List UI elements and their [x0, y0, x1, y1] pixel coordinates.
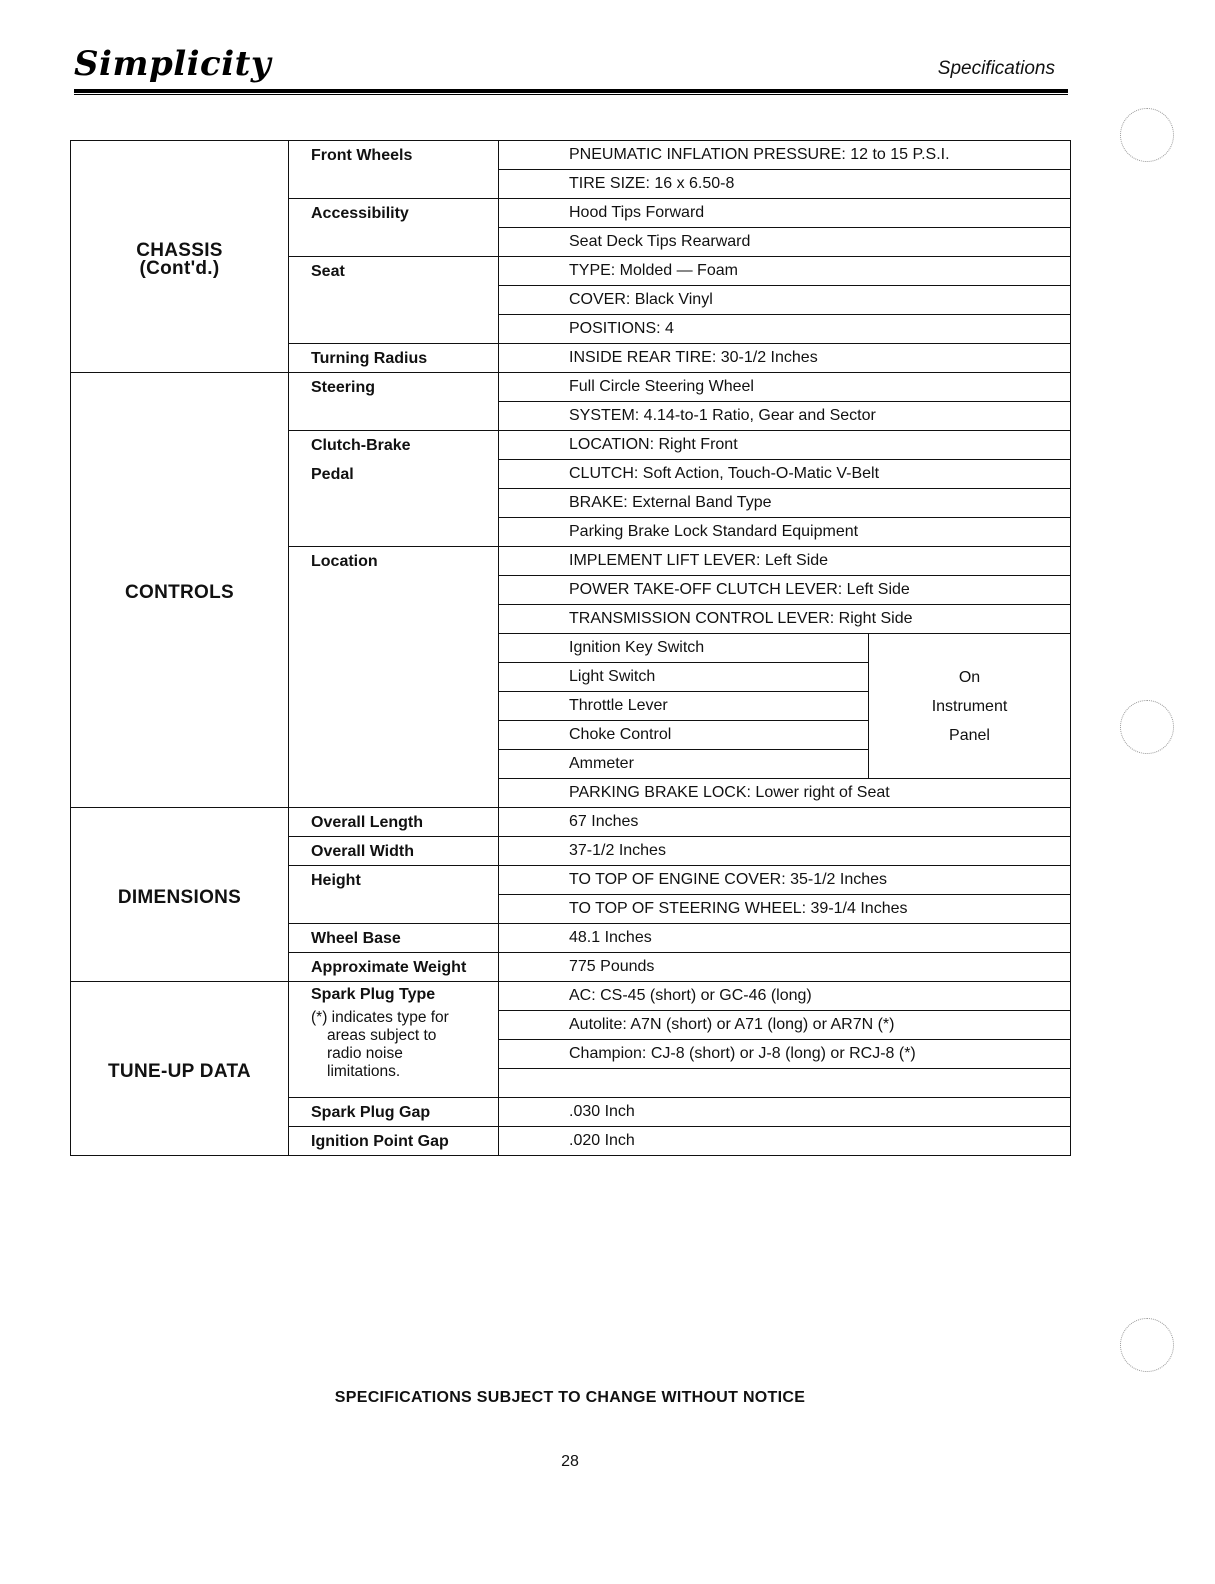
note-line: Instrument — [931, 697, 1008, 715]
value-cell: PNEUMATIC INFLATION PRESSURE: 12 to 15 P.S.I. — [499, 141, 1071, 170]
category-chassis — [71, 141, 289, 373]
punch-hole-mark — [1120, 108, 1174, 162]
label-clutch-brake — [289, 431, 499, 547]
value-cell-empty — [499, 1069, 1071, 1098]
label-spark-plug-gap: Spark Plug Gap — [289, 1098, 499, 1127]
value-cell: IMPLEMENT LIFT LEVER: Left Side — [499, 547, 1071, 576]
instrument-panel-note — [869, 634, 1071, 779]
value-cell: LOCATION: Right Front — [499, 431, 1071, 460]
spark-plug-note: (*) indicates type for — [311, 1009, 449, 1026]
value-cell: PARKING BRAKE LOCK: Lower right of Seat — [499, 779, 1071, 808]
label-front-wheels: Front Wheels — [289, 141, 499, 199]
value-cell: INSIDE REAR TIRE: 30-1/2 Inches — [499, 344, 1071, 373]
label-spark-plug-type — [289, 982, 499, 1098]
label-text: Pedal — [311, 466, 354, 483]
value-cell: BRAKE: External Band Type — [499, 489, 1071, 518]
spark-plug-note: radio noise — [327, 1045, 403, 1062]
value-cell: TIRE SIZE: 16 x 6.50-8 — [499, 170, 1071, 199]
spec-table — [70, 140, 1071, 1156]
label-steering: Steering — [289, 373, 499, 431]
value-cell: Full Circle Steering Wheel — [499, 373, 1071, 402]
value-cell: Throttle Lever — [499, 692, 869, 721]
value-cell: Ammeter — [499, 750, 869, 779]
label-accessibility: Accessibility — [289, 199, 499, 257]
value-cell: Autolite: A7N (short) or A71 (long) or AR7N (*) — [499, 1011, 1071, 1040]
category-label: CHASSIS — [136, 239, 223, 261]
value-cell: TYPE: Molded — Foam — [499, 257, 1071, 286]
value-cell: SYSTEM: 4.14-to-1 Ratio, Gear and Sector — [499, 402, 1071, 431]
label-overall-length: Overall Length — [289, 808, 499, 837]
category-dimensions — [71, 808, 289, 982]
label-ignition-point-gap: Ignition Point Gap — [289, 1127, 499, 1156]
value-cell: TO TOP OF ENGINE COVER: 35-1/2 Inches — [499, 866, 1071, 895]
value-cell: Choke Control — [499, 721, 869, 750]
value-cell: COVER: Black Vinyl — [499, 286, 1071, 315]
value-cell: Hood Tips Forward — [499, 199, 1071, 228]
value-cell: 37-1/2 Inches — [499, 837, 1071, 866]
section-title: Specifications — [937, 58, 1055, 79]
brand-logo: Simplicity — [74, 44, 272, 84]
value-cell: Champion: CJ-8 (short) or J-8 (long) or RCJ-8 (*) — [499, 1040, 1071, 1069]
label-text: Clutch-Brake — [311, 437, 411, 454]
value-cell: POSITIONS: 4 — [499, 315, 1071, 344]
spark-plug-note: areas subject to — [327, 1027, 437, 1044]
value-cell: Light Switch — [499, 663, 869, 692]
header-rule — [74, 89, 1068, 93]
value-cell: 67 Inches — [499, 808, 1071, 837]
category-label: TUNE-UP DATA — [108, 1060, 251, 1082]
value-cell: 48.1 Inches — [499, 924, 1071, 953]
label-approx-weight: Approximate Weight — [289, 953, 499, 982]
label-wheel-base: Wheel Base — [289, 924, 499, 953]
header-rule-thin — [74, 94, 1068, 95]
label-seat: Seat — [289, 257, 499, 344]
category-controls — [71, 373, 289, 808]
value-cell: POWER TAKE-OFF CLUTCH LEVER: Left Side — [499, 576, 1071, 605]
note-line: Panel — [949, 726, 990, 744]
table-row — [71, 141, 1071, 170]
category-label: DIMENSIONS — [117, 886, 242, 908]
value-cell: TRANSMISSION CONTROL LEVER: Right Side — [499, 605, 1071, 634]
value-cell: CLUTCH: Soft Action, Touch-O-Matic V-Belt — [499, 460, 1071, 489]
label-text: Spark Plug Type — [311, 986, 436, 1003]
category-tuneup — [71, 982, 289, 1156]
value-cell: TO TOP OF STEERING WHEEL: 39-1/4 Inches — [499, 895, 1071, 924]
value-cell: .020 Inch — [499, 1127, 1071, 1156]
change-notice: SPECIFICATIONS SUBJECT TO CHANGE WITHOUT NOTICE — [334, 1389, 806, 1406]
table-row — [71, 808, 1071, 837]
punch-hole-mark — [1120, 1318, 1174, 1372]
category-label: CONTROLS — [124, 582, 234, 603]
page-number: 28 — [561, 1453, 579, 1470]
label-overall-width: Overall Width — [289, 837, 499, 866]
value-cell: .030 Inch — [499, 1098, 1071, 1127]
spark-plug-note: limitations. — [327, 1063, 401, 1080]
label-height: Height — [289, 866, 499, 924]
value-cell: 775 Pounds — [499, 953, 1071, 982]
value-cell: Ignition Key Switch — [499, 634, 869, 663]
value-cell: AC: CS-45 (short) or GC-46 (long) — [499, 982, 1071, 1011]
value-cell: Seat Deck Tips Rearward — [499, 228, 1071, 257]
label-location: Location — [289, 547, 499, 808]
value-cell: Parking Brake Lock Standard Equipment — [499, 518, 1071, 547]
punch-hole-mark — [1120, 700, 1174, 754]
label-turning-radius: Turning Radius — [289, 344, 499, 373]
table-row — [71, 982, 1071, 1011]
note-line: On — [958, 668, 981, 686]
table-row — [71, 373, 1071, 402]
category-sublabel: (Cont'd.) — [139, 257, 220, 279]
